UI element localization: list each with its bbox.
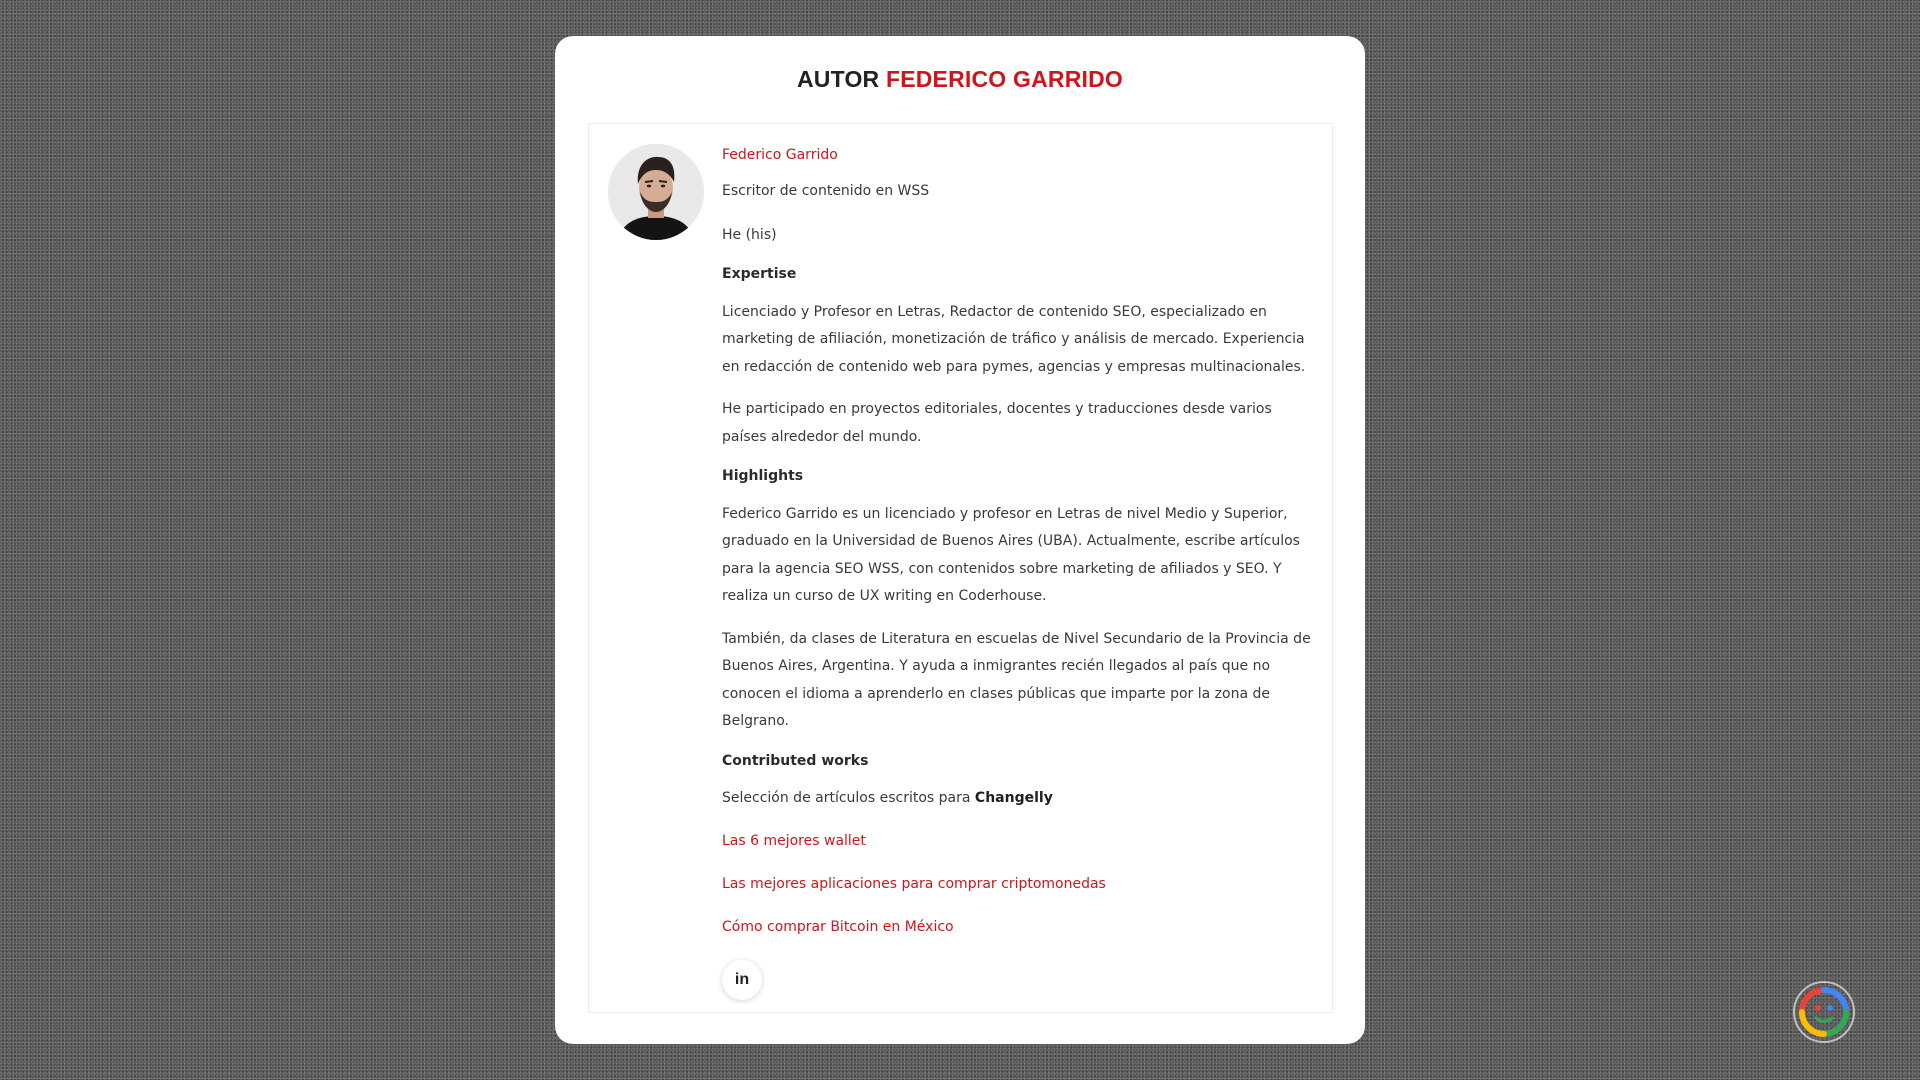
assistant-logo-icon[interactable] (1790, 978, 1858, 1046)
highlights-heading: Highlights (722, 468, 804, 484)
highlights-paragraph-2: También, da clases de Literatura en escuelas de Nivel Secundario de la Provincia de Buenos Aires, Argentina. Y ayuda a inmigrantes recién llegados al país que no conocen el idioma a aprenderlo en clases públicas que imparte por la zona de Belgrano. (722, 630, 1311, 729)
work-link-3[interactable]: Cómo comprar Bitcoin en México (722, 919, 954, 935)
contributed-works-intro (722, 785, 1312, 813)
works-intro-text: Selección de artículos escritos para (722, 790, 971, 806)
highlights-paragraph-1: Federico Garrido es un licenciado y profesor en Letras de nivel Medio y Superior, graduado en la Universidad de Buenos Aires (UBA). Actualmente, escribe artículos para la agencia SEO WSS, con contenidos sobre marketing de afiliados y SEO. Y realiza un curso de UX writing en Coderhouse. (722, 505, 1300, 604)
expertise-heading: Expertise (722, 266, 797, 282)
contributed-works-heading: Contributed works (722, 752, 869, 769)
linkedin-icon: in (734, 970, 750, 988)
avatar-portrait-image (608, 144, 704, 240)
expertise-paragraph-1: Licenciado y Profesor en Letras, Redactor de contenido SEO, especializado en marketing de afiliación, monetización de tráfico y análisis de mercado. Experiencia en redacción de contenido web para pymes, agencias y empresas multinacionales. (722, 303, 1306, 375)
author-box (588, 123, 1333, 1013)
author-card (555, 36, 1365, 1044)
page-title-author-name: FEDERICO GARRIDO (885, 66, 1123, 92)
page-title-prefix: AUTOR (797, 66, 880, 92)
author-name-link[interactable]: Federico Garrido (722, 147, 838, 163)
linkedin-button[interactable] (722, 960, 762, 1000)
avatar (608, 144, 704, 240)
author-job-title: Escritor de contenido en WSS (722, 183, 930, 199)
author-content (722, 142, 1312, 1000)
page-title (555, 66, 1365, 93)
work-link-2[interactable]: Las mejores aplicaciones para comprar criptomonedas (722, 876, 1106, 892)
work-link-1[interactable]: Las 6 mejores wallet (722, 833, 866, 849)
expertise-paragraph-2: He participado en proyectos editoriales, docentes y traducciones desde varios países alrededor del mundo. (722, 401, 1272, 445)
author-pronouns: He (his) (722, 226, 777, 243)
works-brand: Changelly (974, 790, 1053, 806)
